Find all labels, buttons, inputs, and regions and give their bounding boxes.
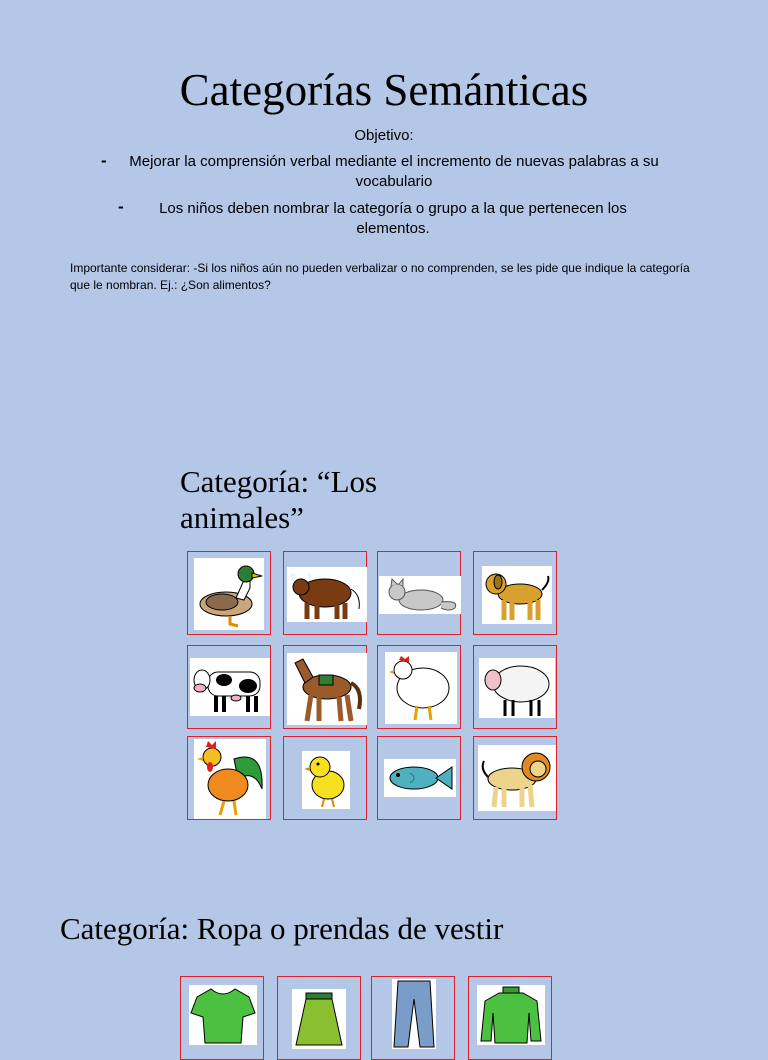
tile-dog	[473, 551, 557, 635]
rooster-icon	[194, 739, 266, 819]
jeans-icon	[392, 979, 436, 1049]
sweater-icon	[477, 985, 545, 1045]
tile-lion	[473, 736, 557, 820]
tile-duck	[187, 551, 271, 635]
bull-icon	[287, 567, 367, 622]
category-title-clothing: Categoría: Ropa o prendas de vestir	[60, 911, 504, 946]
category-title-animals: Categoría: “Los animales”	[180, 464, 378, 535]
tile-skirt	[277, 976, 361, 1060]
bullet-dash: -	[118, 197, 124, 216]
cow-icon	[190, 658, 270, 716]
bullet-text: Los niños deben nombrar la categoría o grupo a la que pertenecen los elementos.	[159, 200, 627, 237]
lion-icon	[478, 745, 556, 811]
tile-fish	[377, 736, 461, 820]
objective-label: Objetivo:	[354, 127, 414, 144]
tile-bull	[283, 551, 367, 635]
cat-icon	[379, 576, 461, 614]
page-title: Categorías Semánticas	[179, 65, 589, 115]
tile-rooster	[187, 736, 271, 820]
sheep-icon	[479, 658, 555, 718]
bullet-item	[101, 151, 670, 192]
bullet-dash: -	[101, 151, 107, 170]
tile-horse	[283, 645, 367, 729]
tile-cat	[377, 551, 461, 635]
horse-icon	[287, 653, 367, 725]
tile-chick	[283, 736, 367, 820]
bullet-text: Mejorar la comprensión verbal mediante el incremento de nuevas palabras a su vocabulario	[129, 153, 659, 190]
dog-icon	[482, 566, 552, 624]
skirt-icon	[292, 989, 346, 1049]
tile-sheep	[473, 645, 557, 729]
tile-cow	[187, 645, 271, 729]
tshirt-icon	[189, 985, 257, 1045]
tile-jeans	[371, 976, 455, 1060]
tile-hen	[377, 645, 461, 729]
hen-icon	[385, 652, 457, 724]
chick-icon	[302, 751, 350, 809]
tile-tshirt	[180, 976, 264, 1060]
important-note: Importante considerar: -Si los niños aún no pueden verbalizar o no comprenden, se les pide que indique la categoría que le nombran. Ej.: ¿Son alimentos?	[70, 261, 690, 292]
bullet-item	[118, 197, 648, 239]
duck-icon	[194, 558, 264, 630]
tile-sweater	[468, 976, 552, 1060]
fish-icon	[384, 759, 456, 797]
